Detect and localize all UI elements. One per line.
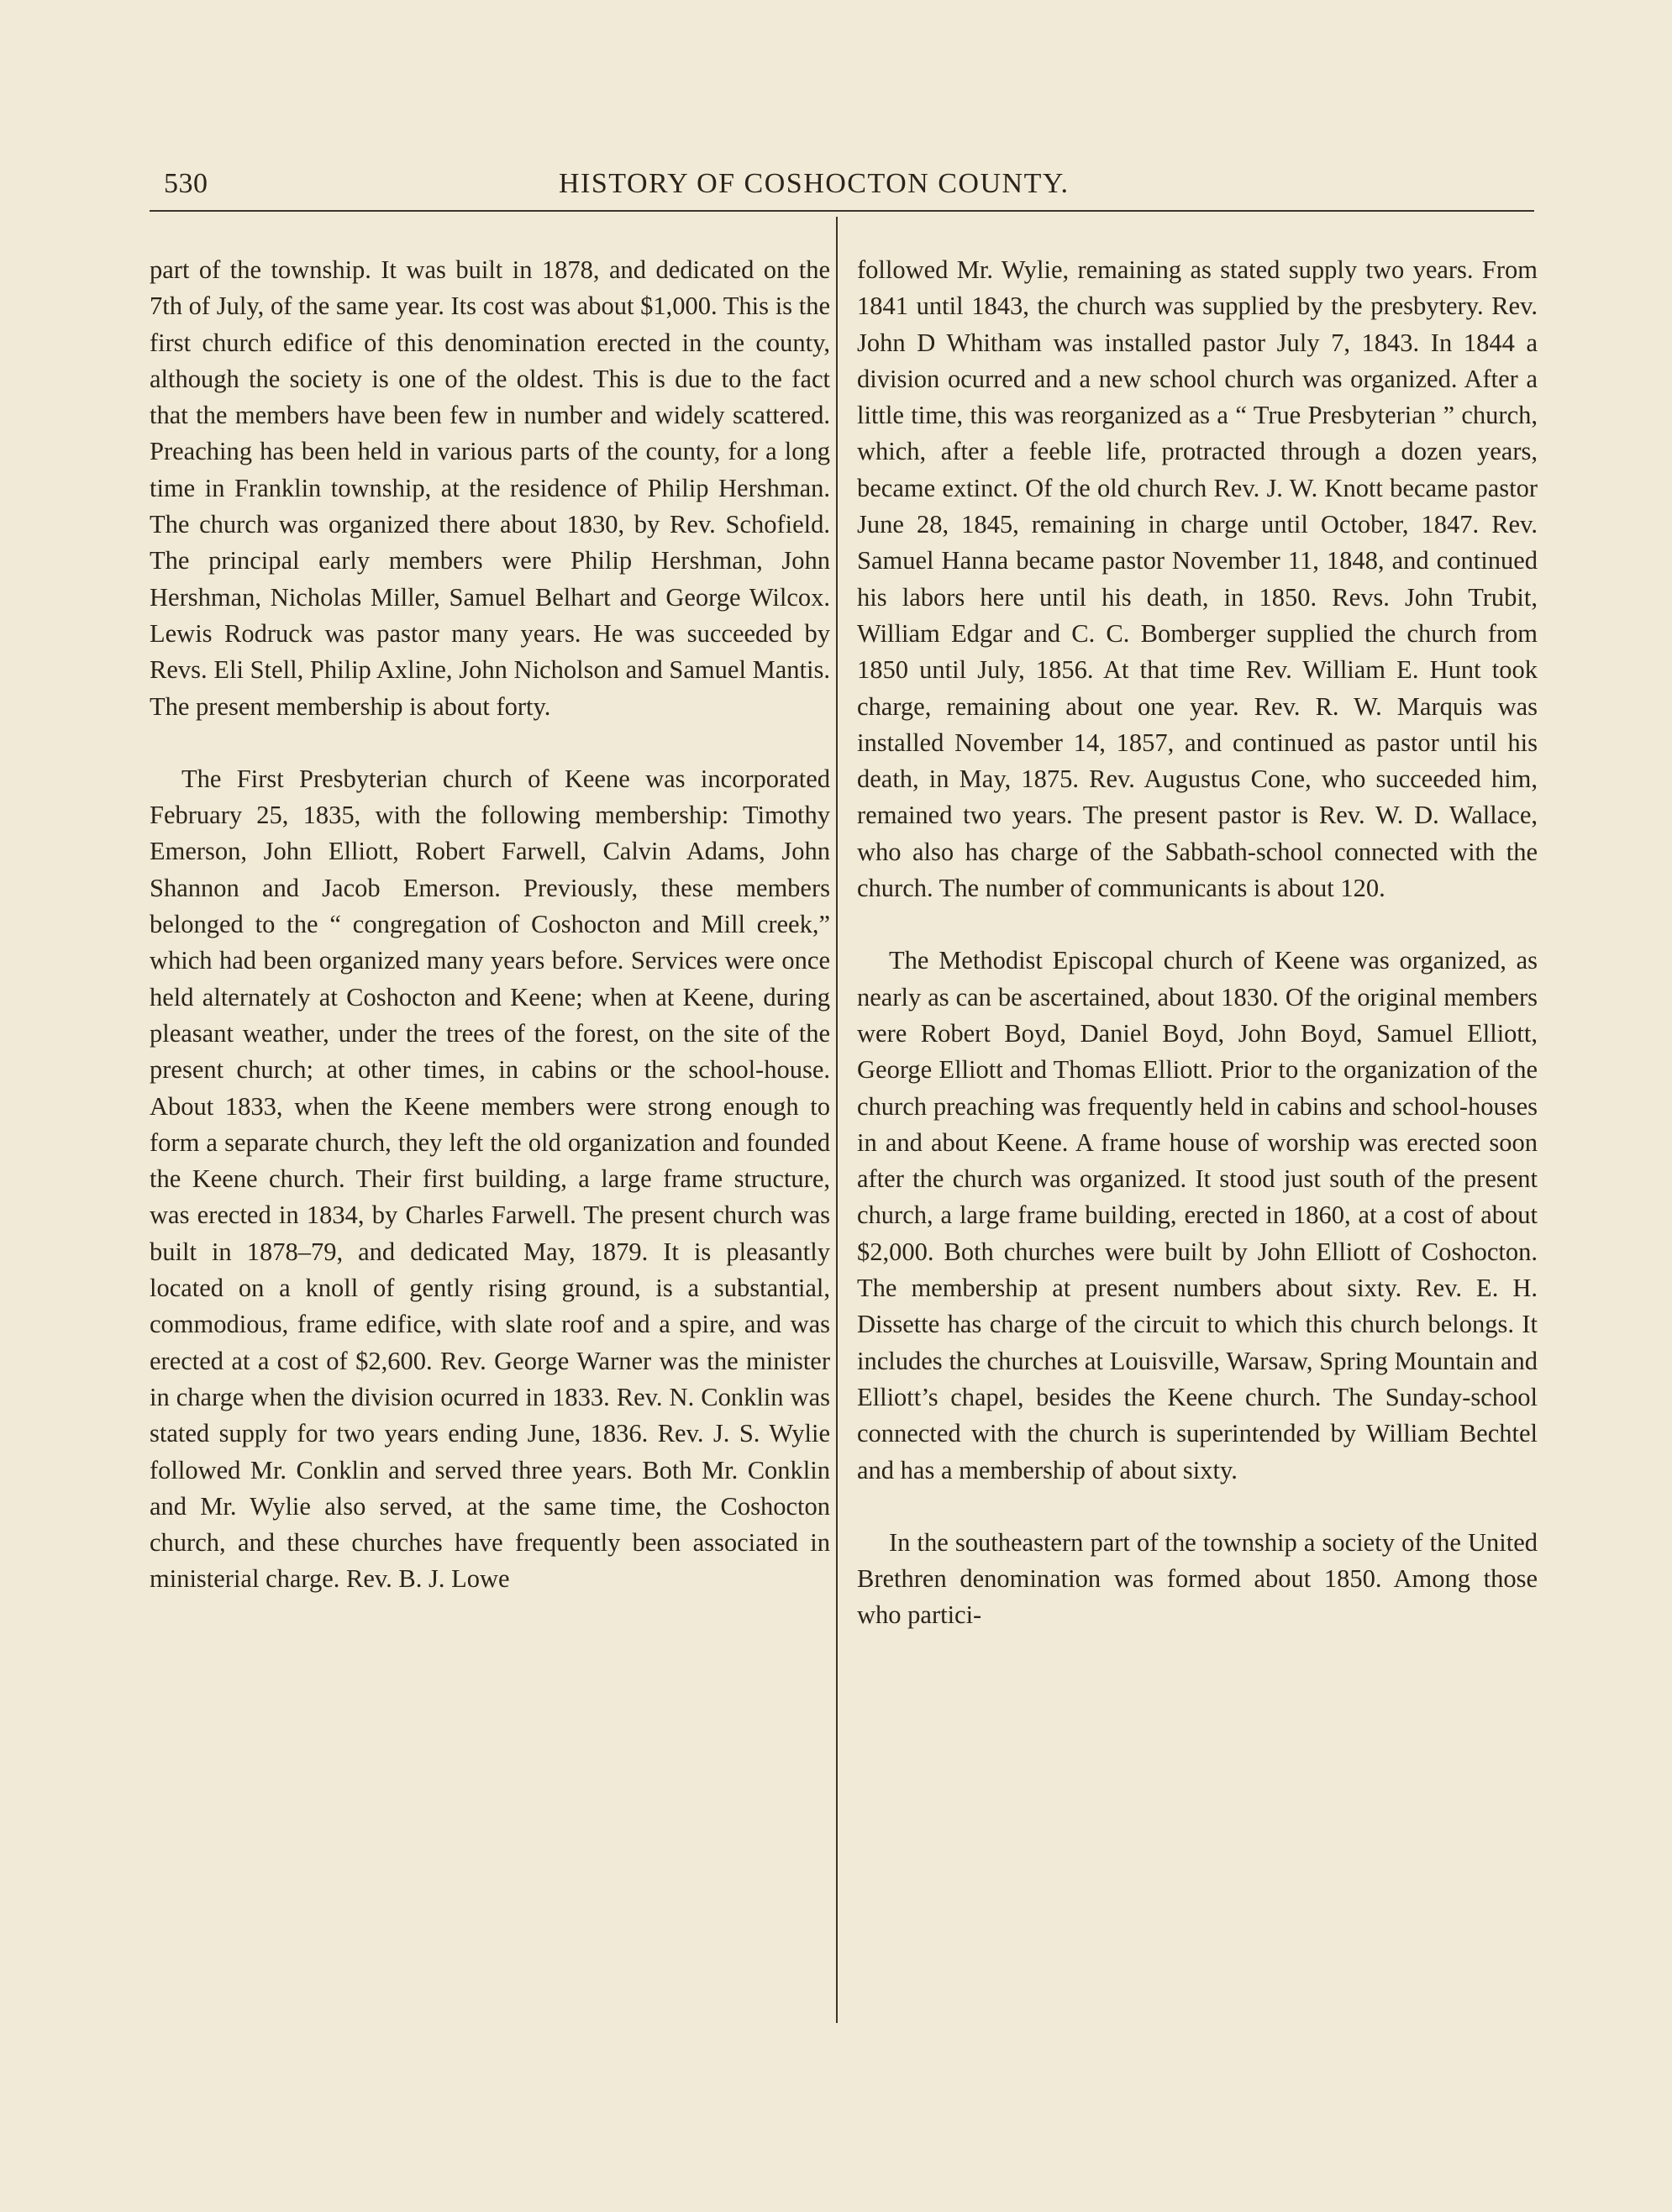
- paragraph: The First Presbyterian church of Keene was incorporated February 25, 1835, with the following membership: Timothy Emerson, John Elliott, Robert Farwell, Calvin Adams, John Shannon and Jacob Emerson. Previously, these members belonged to the “ congregation of Coshocton and Mill creek,” which had been organized many years before. Services were once held alternately at Coshocton and Keene; when at Keene, during pleasant weather, under the trees of the forest, on the site of the present church; at other times, in cabins or the school-house. About 1833, when the Keene members were strong enough to form a separate church, they left the old organization and founded the Keene church. Their first building, a large frame structure, was erected in 1834, by Charles Farwell. The present church was built in 1878–79, and dedicated May, 1879. It is pleasantly located on a knoll of gently rising ground, is a substantial, commodious, frame edifice, with slate roof and a spire, and was erected at a cost of $2,600. Rev. George Warner was the minister in charge when the division ocurred in 1833. Rev. N. Conklin was stated supply for two years ending June, 1836. Rev. J. S. Wylie followed Mr. Conklin and served three years. Both Mr. Conklin and Mr. Wylie also served, at the same time, the Coshocton church, and these churches have frequently been associated in ministerial charge. Rev. B. J. Lowe: [150, 764, 830, 1594]
- paragraph: In the southeastern part of the township a society of the United Brethren denomination was formed about 1850. Among those who partici-: [857, 1527, 1538, 1630]
- page-number: 530: [164, 168, 208, 199]
- left-column: [150, 252, 830, 1598]
- paragraph: The Methodist Episcopal church of Keene was organized, as nearly as can be ascertained, about 1830. Of the original members were Robert Boyd, Daniel Boyd, John Boyd, Samuel Elliott, George Elliott and Thomas Elliott. Prior to the organization of the church preaching was frequently held in cabins and school-houses in and about Keene. A frame house of worship was erected soon after the church was organized. It stood just south of the present church, a large frame building, erected in 1860, at a cost of about $2,000. Both churches were built by John Elliott of Coshocton. The membership at present numbers about sixty. Rev. E. H. Dissette has charge of the circuit to which this church belongs. It includes the churches at Louisville, Warsaw, Spring Mountain and Elliott’s chapel, besides the Keene church. The Sunday-school connected with the church is superintended by William Bechtel and has a membership of about sixty.: [857, 946, 1538, 1484]
- header-rule: [150, 210, 1534, 212]
- paragraph: part of the township. It was built in 1878, and dedicated on the 7th of July, of the same year. Its cost was about $1,000. This is the first church edifice of this denomination erected in the county, although the society is one of the oldest. This is due to the fact that the members have been few in number and widely scattered. Preaching has been held in various parts of the county, for a long time in Franklin township, at the residence of Philip Hershman. The church was organized there about 1830, by Rev. Schofield. The principal early members were Philip Hershman, John Hershman, Nicholas Miller, Samuel Belhart and George Wilcox. Lewis Rodruck was pastor many years. He was succeeded by Revs. Eli Stell, Philip Axline, John Nicholson and Samuel Mantis. The present membership is about forty.: [150, 255, 830, 721]
- right-column: [857, 252, 1538, 1634]
- paragraph: followed Mr. Wylie, remaining as stated supply two years. From 1841 until 1843, the church was supplied by the presbytery. Rev. John D Whitham was installed pastor July 7, 1843. In 1844 a division ocurred and a new school church was organized. After a little time, this was reorganized as a “ True Presbyterian ” church, which, after a feeble life, protracted through a dozen years, became extinct. Of the old church Rev. J. W. Knott became pastor June 28, 1845, remaining in charge until October, 1847. Rev. Samuel Hanna became pastor November 11, 1848, and continued his labors here until his death, in 1850. Revs. John Trubit, William Edgar and C. C. Bomberger supplied the church from 1850 until July, 1856. At that time Rev. William E. Hunt took charge, remaining about one year. Rev. R. W. Marquis was installed November 14, 1857, and continued as pastor until his death, in May, 1875. Rev. Augustus Cone, who succeeded him, remained two years. The present pastor is Rev. W. D. Wallace, who also has charge of the Sabbath-school connected with the church. The number of communicants is about 120.: [857, 255, 1538, 903]
- running-title: HISTORY OF COSHOCTON COUNTY.: [559, 168, 1070, 199]
- column-divider: [836, 217, 838, 2023]
